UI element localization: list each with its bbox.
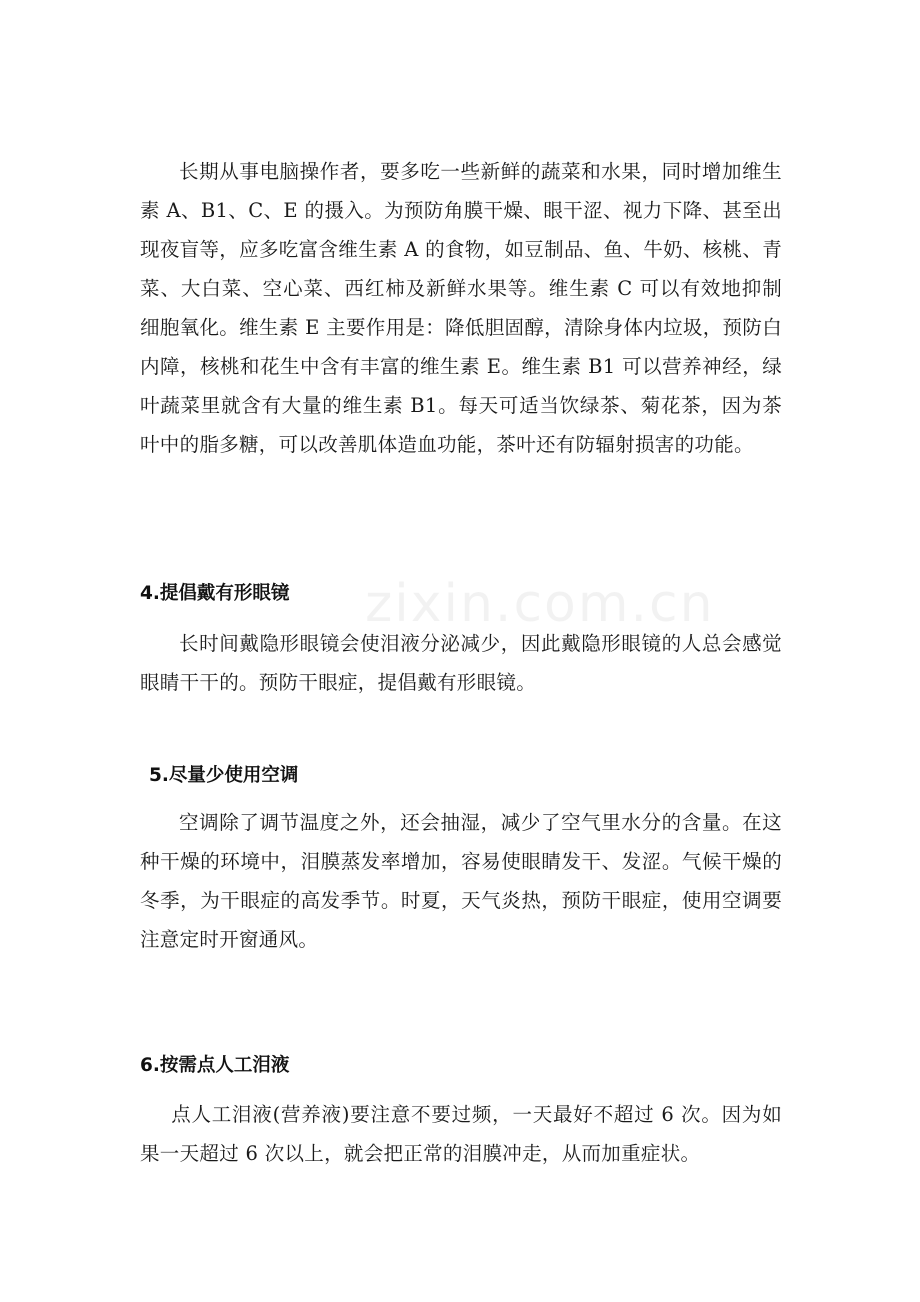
heading-section-5: 5.尽量少使用空调 xyxy=(149,765,299,786)
glasses-paragraph: 长时间戴隐形眼镜会使泪液分泌减少，因此戴隐形眼镜的人总会感觉眼睛干干的。预防干眼症，提倡戴有形眼镜。 xyxy=(140,632,782,694)
heading-section-4: 4.提倡戴有形眼镜 xyxy=(140,583,290,604)
heading-section-6: 6.按需点人工泪液 xyxy=(140,1055,290,1076)
tears-paragraph: 点人工泪液(营养液)要注意不要过频，一天最好不超过 6 次。因为如果一天超过 6 次以上，就会把正常的泪膜冲走，从而加重症状。 xyxy=(140,1103,782,1165)
watermark: zixin.com.cn xyxy=(365,574,715,634)
vitamins-paragraph: 长期从事电脑操作者，要多吃一些新鲜的蔬菜和水果，同时增加维生素 A、B1、C、E 的摄入。为预防角膜干燥、眼干涩、视力下降、甚至出现夜盲等，应多吃富含维生素 A 的食物，如豆制品、鱼、牛奶、核桃、青菜、大白菜、空心菜、西红柿及新鲜水果等。维生素 C 可以有效地抑制细胞氧化。维生素 E 主要作用是：降低胆固醇，清除身体内垃圾，预防白内障，核桃和花生中含有丰富的维生素 E。维生素 B1 可以营养神经，绿叶蔬菜里就含有大量的维生素 B1。每天可适当饮绿茶、菊花茶，因为茶叶中的脂多糖，可以改善肌体造血功能，茶叶还有防辐射损害的功能。 xyxy=(140,160,782,456)
aircon-paragraph: 空调除了调节温度之外，还会抽湿，减少了空气里水分的含量。在这种干燥的环境中，泪膜蒸发率增加，容易使眼睛发干、发涩。气候干燥的冬季，为干眼症的高发季节。时夏，天气炎热，预防干眼症，使用空调要注意定时开窗通风。 xyxy=(140,811,782,951)
